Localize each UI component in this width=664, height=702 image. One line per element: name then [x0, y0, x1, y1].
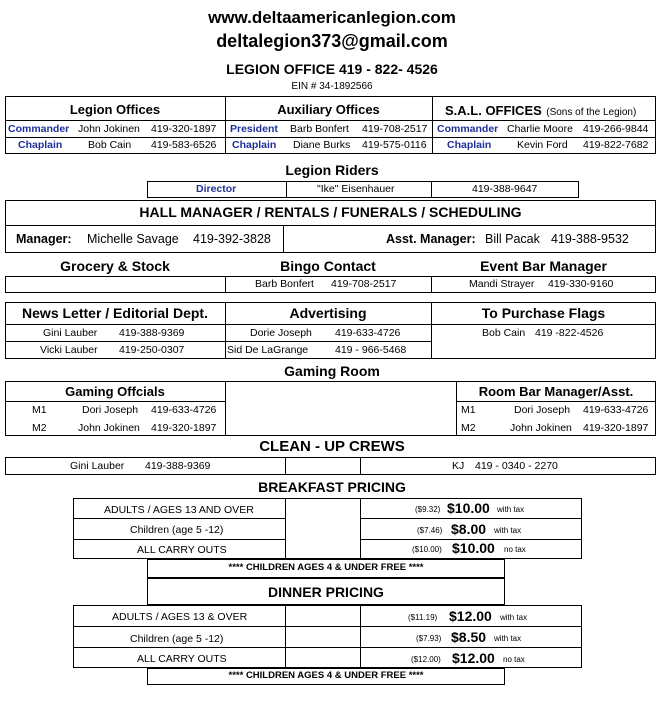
dinner-row-2-base: ($7.93) — [416, 634, 442, 643]
dinner-row-1-note: with tax — [500, 613, 528, 622]
auxiliary-president-phone: 419-708-2517 — [362, 123, 428, 135]
gaming-official-m2-role: M2 — [32, 422, 47, 434]
hall-manager-phone: 419-392-3828 — [193, 232, 271, 246]
legion-commander-name: John Jokinen — [78, 123, 140, 135]
room-bar-m2-name: John Jokinen — [510, 422, 572, 434]
room-bar-manager-title: Room Bar Manager/Asst. — [478, 384, 634, 399]
sal-subtitle-text: (Sons of the Legion) — [546, 107, 637, 118]
sal-offices-title — [445, 102, 636, 120]
riders-director-phone: 419-388-9647 — [472, 183, 538, 195]
breakfast-row-1-label: ADULTS / AGES 13 AND OVER — [104, 504, 254, 516]
dinner-row-1-price: $12.00 — [449, 608, 492, 624]
newsletter-contact-2-name: Vicki Lauber — [40, 344, 98, 356]
newsletter-title: News Letter / Editorial Dept. — [22, 305, 208, 321]
cleanup-left-name: Gini Lauber — [70, 460, 125, 472]
event-bar-manager-phone: 419-330-9160 — [548, 278, 614, 290]
cleanup-right-name: KJ — [452, 460, 465, 472]
dinner-pricing-title: DINNER PRICING — [268, 584, 384, 600]
breakfast-row-1-price: $10.00 — [447, 500, 490, 516]
auxiliary-president-name: Barb Bonfert — [290, 123, 349, 135]
grocery-stock-title: Grocery & Stock — [60, 258, 170, 274]
legion-commander-phone: 419-320-1897 — [151, 123, 217, 135]
dinner-row-1-base: ($11.19) — [408, 613, 438, 622]
email-address[interactable]: deltalegion373@gmail.com — [216, 31, 448, 51]
gaming-officials-title: Gaming Offcials — [65, 384, 165, 399]
gaming-official-m1-role: M1 — [32, 404, 47, 416]
bingo-contact-title: Bingo Contact — [280, 258, 376, 274]
breakfast-row-3-price: $10.00 — [452, 540, 495, 556]
cleanup-left-phone: 419-388-9369 — [145, 460, 211, 472]
dinner-row-3-note: no tax — [503, 655, 525, 664]
breakfast-row-2-base: ($7.46) — [417, 526, 443, 535]
gaming-room-title: Gaming Room — [284, 363, 380, 379]
room-bar-m2-phone: 419-320-1897 — [583, 422, 649, 434]
advertising-contact-1-phone: 419-633-4726 — [335, 327, 401, 339]
breakfast-row-1-note: with tax — [497, 505, 525, 514]
dinner-row-1-label: ADULTS / AGES 13 & OVER — [112, 611, 248, 623]
purchase-flags-phone: 419 -822-4526 — [535, 327, 604, 339]
riders-director-role: Director — [196, 183, 237, 195]
sal-chaplain-phone: 419-822-7682 — [583, 139, 649, 151]
newsletter-contact-2-phone: 419-250-0307 — [119, 344, 185, 356]
auxiliary-president-role: President — [230, 123, 278, 135]
breakfast-row-2-note: with tax — [494, 526, 522, 535]
legion-chaplain-name: Bob Cain — [88, 139, 132, 151]
sal-chaplain-name: Kevin Ford — [517, 139, 568, 151]
dinner-row-3-base: ($12.00) — [411, 655, 441, 664]
hall-manager-label: Manager: — [16, 232, 72, 246]
cleanup-right-phone: 419 - 0340 - 2270 — [475, 460, 558, 472]
hall-manager-name: Michelle Savage — [87, 232, 179, 246]
auxiliary-chaplain-phone: 419-575-0116 — [362, 139, 427, 151]
legion-chaplain-role: Chaplain — [18, 139, 63, 151]
legion-offices-title: Legion Offices — [69, 102, 161, 117]
dinner-free-note: **** CHILDREN AGES 4 & UNDER FREE **** — [228, 670, 424, 681]
breakfast-free-note: **** CHILDREN AGES 4 & UNDER FREE **** — [228, 562, 424, 573]
bingo-contact-phone: 419-708-2517 — [331, 278, 397, 290]
room-bar-m2-role: M2 — [461, 422, 476, 434]
hall-asst-manager-label: Asst. Manager: — [386, 232, 476, 246]
sal-commander-phone: 419-266-9844 — [583, 123, 649, 135]
room-bar-m1-role: M1 — [461, 404, 476, 416]
advertising-contact-1-name: Dorie Joseph — [250, 327, 312, 339]
legion-office-phone: LEGION OFFICE 419 - 822- 4526 — [226, 61, 438, 77]
gaming-official-m1-phone: 419-633-4726 — [151, 404, 217, 416]
breakfast-row-3-label: ALL CARRY OUTS — [137, 544, 227, 556]
dinner-row-2-label: Children (age 5 -12) — [130, 633, 224, 645]
gaming-official-m2-name: John Jokinen — [78, 422, 140, 434]
room-bar-m1-phone: 419-633-4726 — [583, 404, 649, 416]
advertising-title: Advertising — [289, 305, 367, 321]
hall-asst-manager-phone: 419-388-9532 — [551, 232, 629, 246]
sal-chaplain-role: Chaplain — [447, 139, 492, 151]
dinner-row-2-price: $8.50 — [451, 629, 487, 645]
purchase-flags-name: Bob Cain — [482, 327, 526, 339]
hall-manager-title: HALL MANAGER / RENTALS / FUNERALS / SCHEDULING — [139, 204, 522, 220]
sal-title-text: S.A.L. OFFICES — [445, 103, 542, 118]
auxiliary-chaplain-role: Chaplain — [232, 139, 277, 151]
gaming-official-m2-phone: 419-320-1897 — [151, 422, 217, 434]
breakfast-row-1-base: ($9.32) — [415, 505, 441, 514]
cleanup-crews-title: CLEAN - UP CREWS — [259, 438, 405, 455]
newsletter-contact-1-phone: 419-388-9369 — [119, 327, 185, 339]
sal-commander-name: Charlie Moore — [507, 123, 573, 135]
advertising-contact-2-name: Sid De LaGrange — [227, 344, 309, 356]
auxiliary-chaplain-name: Diane Burks — [293, 139, 351, 151]
hall-asst-manager-name: Bill Pacak — [485, 232, 540, 246]
riders-director-name: "Ike" Eisenhauer — [317, 183, 395, 195]
breakfast-row-3-base: ($10.00) — [412, 545, 442, 554]
breakfast-row-2-price: $8.00 — [451, 521, 487, 537]
legion-commander-role: Commander — [8, 123, 70, 135]
ein-number: EIN # 34-1892566 — [291, 81, 373, 92]
breakfast-row-3-note: no tax — [504, 545, 526, 554]
legion-riders-title: Legion Riders — [285, 162, 379, 178]
website-url[interactable]: www.deltaamericanlegion.com — [208, 8, 456, 27]
gaming-official-m1-name: Dori Joseph — [82, 404, 139, 416]
auxiliary-offices-title: Auxiliary Offices — [277, 102, 380, 117]
room-bar-m1-name: Dori Joseph — [514, 404, 571, 416]
purchase-flags-title: To Purchase Flags — [481, 305, 606, 321]
dinner-row-3-label: ALL CARRY OUTS — [137, 653, 227, 665]
event-bar-manager-name: Mandi Strayer — [469, 278, 535, 290]
newsletter-contact-1-name: Gini Lauber — [43, 327, 98, 339]
bingo-contact-name: Barb Bonfert — [255, 278, 314, 290]
breakfast-row-2-label: Children (age 5 -12) — [130, 524, 224, 536]
event-bar-manager-title: Event Bar Manager — [480, 258, 607, 274]
dinner-row-3-price: $12.00 — [452, 650, 495, 666]
breakfast-pricing-title: BREAKFAST PRICING — [258, 479, 406, 495]
legion-chaplain-phone: 419-583-6526 — [151, 139, 217, 151]
dinner-row-2-note: with tax — [494, 634, 522, 643]
advertising-contact-2-phone: 419 - 966-5468 — [335, 344, 407, 356]
sal-commander-role: Commander — [437, 123, 499, 135]
